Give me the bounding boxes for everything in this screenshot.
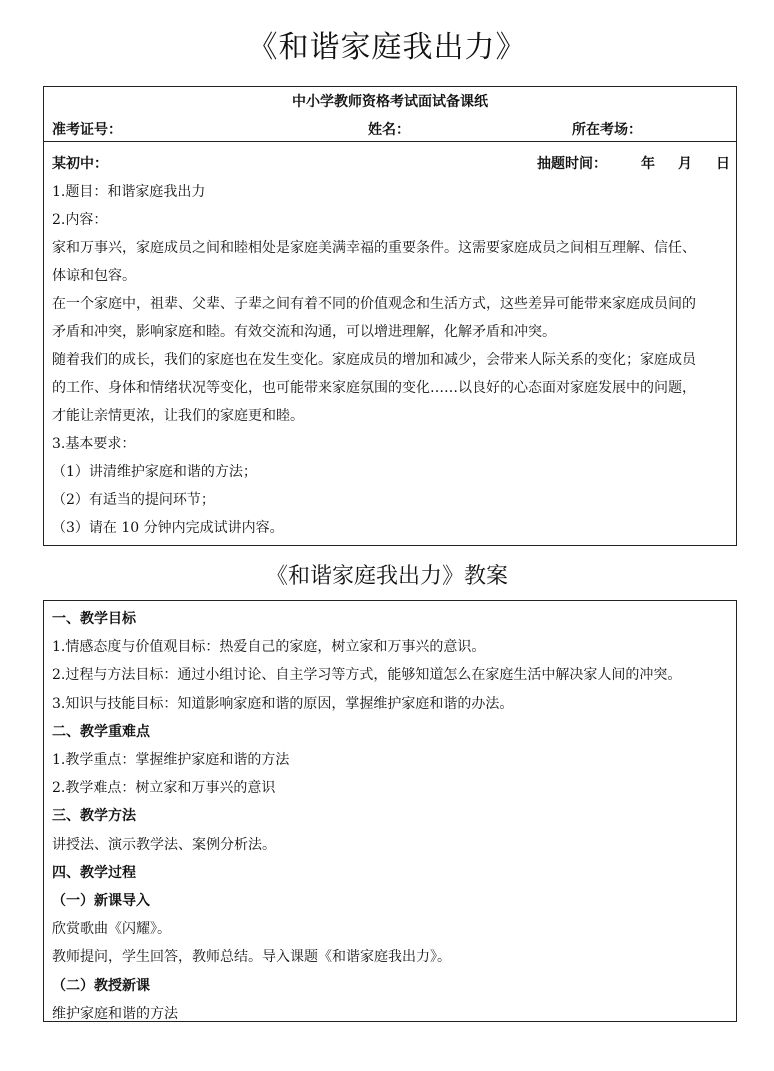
form-line: 随着我们的成长，我们的家庭也在发生变化。家庭成员的增加和减少，会带来人际关系的变化；家庭成员 [52,352,696,368]
exam-info-row [44,117,736,141]
section-heading: 二、教学重难点 [52,723,150,740]
form-line: 3.基本要求： [52,436,136,452]
form-line: （2）有适当的提问环节； [52,492,215,508]
plan-line: 欣赏歌曲《闪耀》。 [52,921,171,938]
prep-form [43,86,737,546]
lesson-plan-content [44,601,736,1028]
plan-line: 2.过程与方法目标：通过小组讨论、自主学习等方式，能够知道怎么在家庭生活中解决家人间的冲突。 [52,667,682,684]
form-header: 中小学教师资格考试面试备课纸 [292,94,488,110]
form-line: 在一个家庭中，祖辈、父辈、子辈之间有着不同的价值观念和生活方式，这些差异可能带来家庭成员间的 [52,296,696,312]
section-heading: （二）教授新课 [52,977,150,994]
form-line: 的工作、身体和情绪状况等变化，也可能带来家庭氛围的变化……以良好的心态面对家庭发展中的问题， [52,380,696,396]
name-label: 姓名： [368,122,410,138]
lesson-plan [43,600,737,1022]
venue-label: 所在考场： [572,122,642,138]
year-label: 年 [641,156,655,172]
draw-time-label: 抽题时间： [537,156,607,172]
form-content [44,142,736,542]
page-title: 《和谐家庭我出力》 [247,30,527,65]
plan-line: 讲授法、演示教学法、案例分析法。 [52,836,276,853]
section-heading: 三、教学方法 [52,808,136,825]
form-line: （3）请在 10 分钟内完成试讲内容。 [52,520,284,536]
section-heading: （一）新课导入 [52,893,150,910]
school-label: 某初中： [52,156,108,172]
plan-line: 维护家庭和谐的方法 [52,1005,178,1022]
section-heading: 四、教学过程 [52,864,136,881]
exam-number-label: 准考证号： [52,122,122,138]
section-heading: 一、教学目标 [52,611,136,627]
plan-line: 2.教学难点：树立家和万事兴的意识 [52,780,276,797]
form-line: （1）讲清维护家庭和谐的方法； [52,464,257,480]
form-line: 1.题目：和谐家庭我出力 [52,184,206,200]
lesson-plan-title: 《和谐家庭我出力》教案 [265,564,508,589]
school-row [52,150,730,178]
plan-line: 1.教学重点：掌握维护家庭和谐的方法 [52,752,290,769]
form-line: 才能让亲情更浓，让我们的家庭更和睦。 [52,408,304,424]
day-label: 日 [716,156,730,172]
form-line: 2.内容： [52,212,108,228]
plan-line: 1.情感态度与价值观目标：热爱自己的家庭，树立家和万事兴的意识。 [52,639,486,656]
month-label: 月 [678,156,692,172]
form-line: 矛盾和冲突，影响家庭和睦。有效交流和沟通，可以增进理解，化解矛盾和冲突。 [52,324,556,340]
plan-line: 3.知识与技能目标：知道影响家庭和谐的原因，掌握维护家庭和谐的办法。 [52,695,514,712]
form-line: 家和万事兴，家庭成员之间和睦相处是家庭美满幸福的重要条件。这需要家庭成员之间相互理解、信任、 [52,240,696,256]
plan-line: 教师提问，学生回答，教师总结。导入课题《和谐家庭我出力》。 [52,949,451,966]
form-line: 体谅和包容。 [52,268,136,284]
